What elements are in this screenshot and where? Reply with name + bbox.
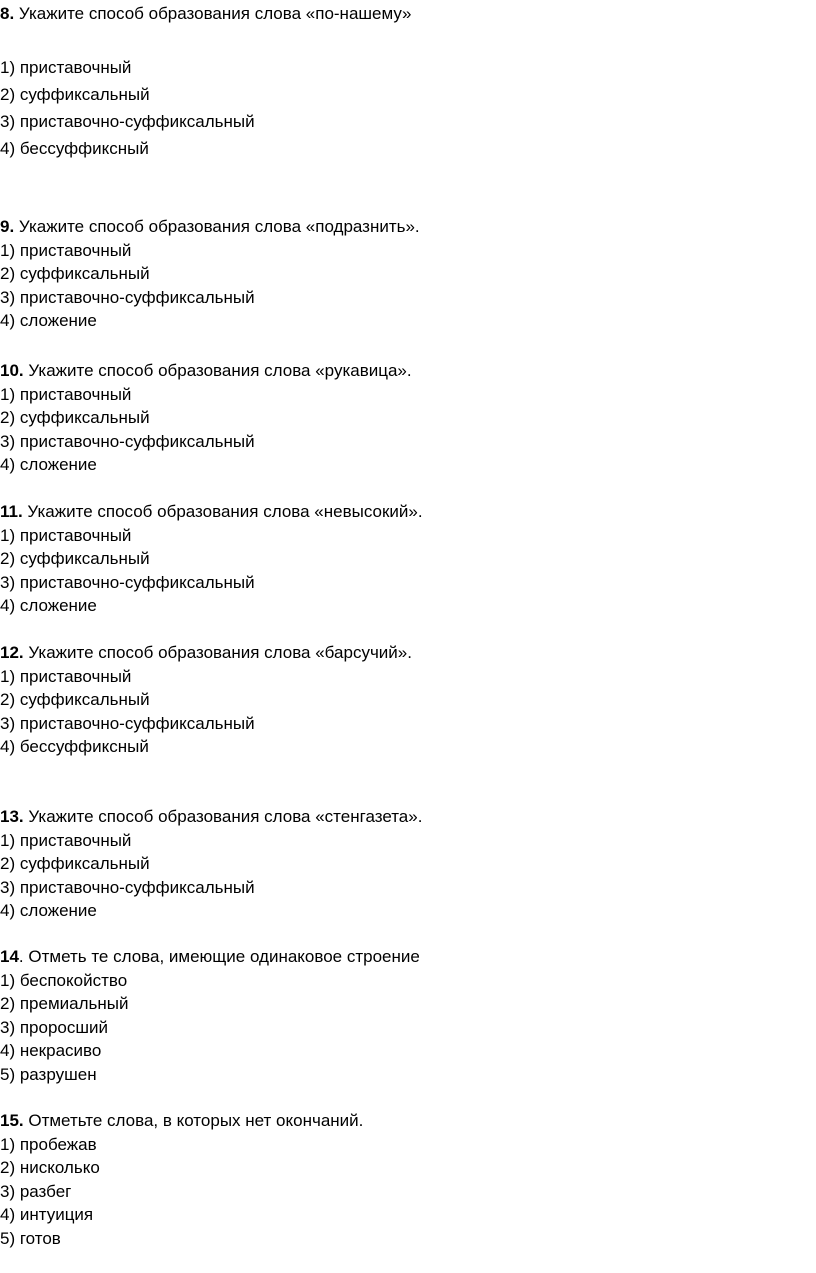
answer-option: 4) некрасиво [0,1041,102,1060]
question-title [0,500,800,524]
question-number: 8. [0,4,15,23]
question-text: Укажите способ образования слова «барсучий». [23,643,412,662]
answer-option: 3) приставочно-суффиксальный [0,877,255,897]
question-number: 11. [0,502,23,521]
question-text: Отметьте слова, в которых нет окончаний. [23,1111,364,1130]
answer-option: 2) премиальный [0,994,129,1013]
answer-option: 4) сложение [0,311,97,330]
question-text: Укажите способ образования слова «невысокий». [22,502,423,521]
answer-option: 2) суффиксальный [0,85,150,104]
question-11 [0,500,800,618]
answer-option: 3) проросший [0,1017,108,1037]
answer-option: 2) суффиксальный [0,264,150,283]
answer-option: 1) приставочный [0,525,132,545]
answer-option: 3) разбег [0,1181,72,1201]
answer-option: 1) беспокойство [0,970,128,990]
answer-option: 4) бессуффиксный [0,737,149,756]
question-text: Укажите способ образования слова «подразнить». [14,217,420,236]
answer-option: 4) интуиция [0,1205,94,1224]
question-number: 14 [0,947,19,966]
answer-option: 5) готов [0,1228,61,1248]
question-text: . Отметь те слова, имеющие одинаковое строение [18,947,420,966]
question-15 [0,1109,800,1250]
answer-option: 1) приставочный [0,58,132,77]
question-13 [0,805,800,923]
answer-option: 1) приставочный [0,240,132,260]
answer-option: 3) приставочно-суффиксальный [0,572,255,592]
answer-option: 2) суффиксальный [0,854,150,873]
question-9 [0,215,800,333]
question-text: Укажите способ образования слова «по-нашему» [14,4,412,23]
answer-option: 4) сложение [0,455,97,474]
question-12 [0,641,800,759]
question-title [0,1109,800,1133]
question-text: Укажите способ образования слова «рукавица». [23,361,412,380]
question-text: Укажите способ образования слова «стенгазета». [23,807,423,826]
answer-option: 3) приставочно-суффиксальный [0,112,255,131]
question-number: 10. [0,361,24,380]
answer-option: 3) приставочно-суффиксальный [0,431,255,451]
question-14 [0,945,800,1086]
answer-option: 3) приставочно-суффиксальный [0,287,255,307]
question-number: 15. [0,1111,24,1130]
question-title [0,0,800,27]
question-number: 12. [0,643,24,662]
answer-option: 4) сложение [0,596,97,615]
question-8 [0,0,800,162]
question-number: 9. [0,217,15,236]
question-title [0,359,800,383]
answer-option: 1) пробежав [0,1134,97,1154]
answer-option: 4) бессуффиксный [0,139,149,158]
question-number: 13. [0,807,24,826]
answer-option: 5) разрушен [0,1064,97,1084]
answer-option: 2) суффиксальный [0,408,150,427]
question-title [0,945,800,969]
answer-option: 1) приставочный [0,666,132,686]
answer-option: 2) суффиксальный [0,690,150,709]
answer-option: 3) приставочно-суффиксальный [0,713,255,733]
question-10 [0,359,800,477]
answer-option: 1) приставочный [0,830,132,850]
answer-option: 2) нисколько [0,1158,100,1177]
answer-option: 1) приставочный [0,384,132,404]
question-title [0,215,800,239]
answer-option: 4) сложение [0,901,97,920]
question-title [0,641,800,665]
question-title [0,805,800,829]
answer-option: 2) суффиксальный [0,549,150,568]
